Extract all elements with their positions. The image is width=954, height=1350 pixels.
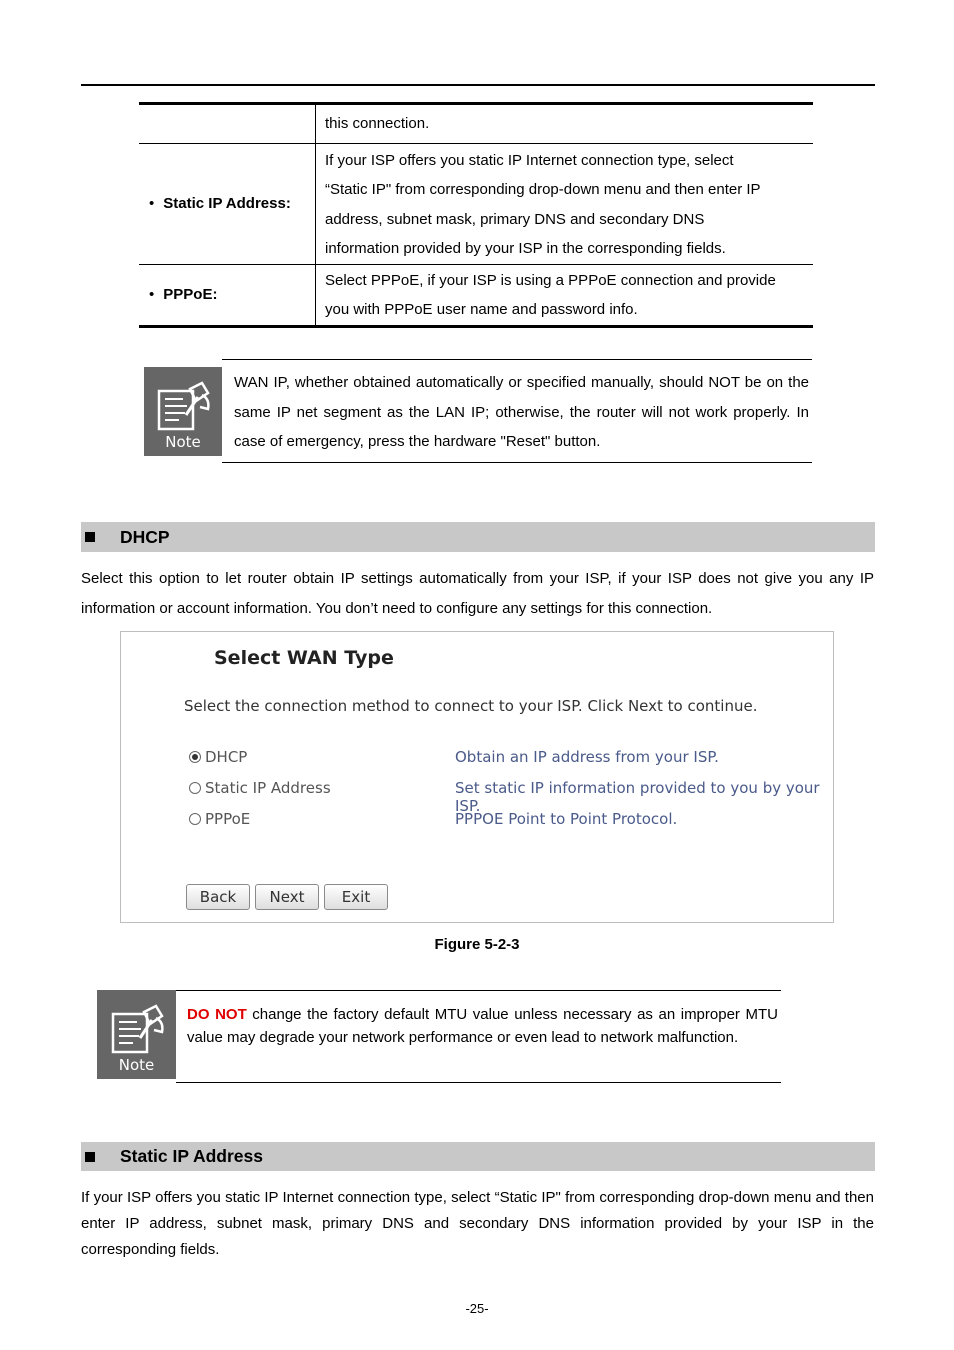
radio-unselected-icon[interactable] [189,813,201,825]
screenshot-title: Select WAN Type [214,647,394,669]
term-label: Static IP Address: [163,195,291,212]
description-line: Select PPPoE, if your ISP is using a PPPoE connection and provide [325,271,776,289]
definition-table [139,102,813,328]
description-cell [316,144,813,264]
next-button[interactable]: Next [255,884,319,910]
warning-text: DO NOT [187,1006,247,1023]
option-description: Set static IP information provided to you by your ISP. [455,779,820,815]
description-cell [316,265,813,325]
description-line: information provided by your ISP in the corresponding fields. [325,240,726,257]
header-rule [81,84,875,86]
note-pencil-icon [104,1004,170,1056]
term-cell [139,105,316,143]
description-line: If your ISP offers you static IP Internet connection type, select [325,151,734,169]
bullet-icon: • [149,195,155,212]
term-cell [139,265,316,325]
dhcp-paragraph: Select this option to let router obtain IP settings automatically from your ISP, if your ISP does not give you any IP information or account information. You don’t need to configure any settings for this connection. [81,570,874,617]
note-body: change the factory default MTU value unless necessary as an improper MTU value may degrade your network performance or even lead to network malfunction. [187,1006,778,1046]
back-button[interactable]: Back [186,884,250,910]
description-line: address, subnet mask, primary DNS and secondary DNS [325,210,705,228]
bullet-icon: • [149,286,155,303]
square-bullet-icon [85,532,95,542]
description-line: this connection. [325,115,430,132]
radio-unselected-icon[interactable] [189,782,201,794]
section-heading-static-ip [81,1142,875,1171]
option-description: Obtain an IP address from your ISP. [455,748,719,766]
note-text: WAN IP, whether obtained automatically or specified manually, should NOT be on the same IP net segment as the LAN IP; otherwise, the router will not work properly. In case of emergency, press the hardware "Reset" button. [222,359,812,463]
option-description: PPPOE Point to Point Protocol. [455,810,678,828]
radio-label: DHCP [205,748,248,766]
description-cell [316,105,813,143]
table-row [139,265,813,325]
table-bottom-rule [139,325,813,328]
static-ip-paragraph: If your ISP offers you static IP Internet connection type, select “Static IP" from corresponding drop-down menu and then enter IP address, subnet mask, primary DNS and secondary DNS information provided by your ISP in the corresponding fields. [81,1189,874,1258]
radio-option-static-ip[interactable] [189,779,331,797]
note-label: Note [165,433,201,451]
note-text [176,990,781,1083]
section-heading-text: Static IP Address [120,1146,263,1166]
note-pencil-icon [150,381,216,433]
term-cell [139,144,316,264]
radio-label: PPPoE [205,810,251,828]
note-label: Note [118,1056,155,1074]
section-heading-text: DHCP [120,526,170,547]
radio-selected-icon[interactable] [189,751,201,763]
exit-button[interactable]: Exit [324,884,388,910]
note-icon [97,990,176,1079]
figure-caption: Figure 5-2-3 [434,936,520,953]
description-line: you with PPPoE user name and password info. [325,301,638,318]
radio-label: Static IP Address [205,779,331,797]
screenshot-intro: Select the connection method to connect to your ISP. Click Next to continue. [184,697,758,715]
radio-option-pppoe[interactable] [189,810,250,828]
radio-option-dhcp[interactable] [189,748,247,766]
wan-type-screenshot [120,631,834,923]
page-number: -25- [465,1301,489,1316]
section-heading-dhcp [81,522,875,552]
table-row [139,144,813,264]
term-label: PPPoE: [163,286,218,303]
note-icon [144,367,222,456]
description-line: “Static IP" from corresponding drop-down menu and then enter IP [325,181,761,198]
table-row [139,105,813,143]
square-bullet-icon [85,1152,95,1162]
